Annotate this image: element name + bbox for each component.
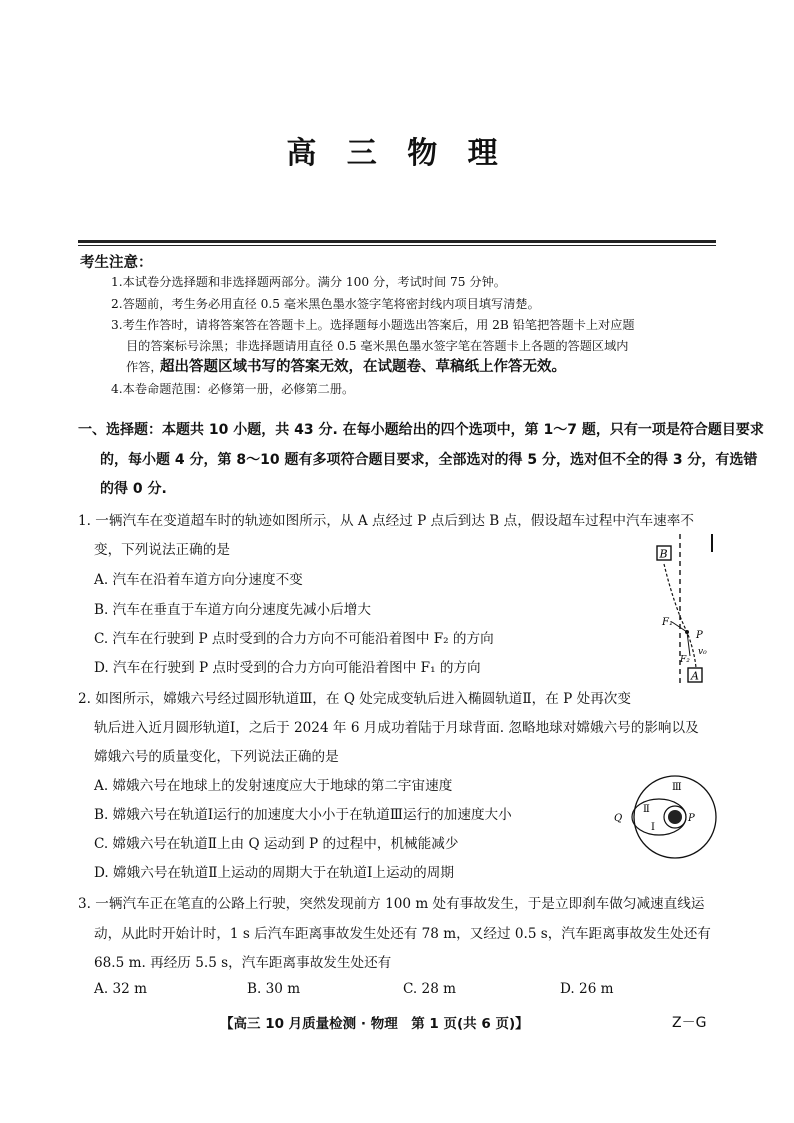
q2-option-b: B. 嫦娥六号在轨道Ⅰ运行的加速度大小小于在轨道Ⅲ运行的加速度大小 [94, 807, 512, 823]
velocity-v0-label: v₀ [698, 647, 707, 657]
notice-item-3-cont2: 作答， [126, 360, 163, 374]
section-intro-line-1: 一、选择题：本题共 10 小题，共 43 分. 在每小题给出的四个选项中，第 1～7 题，只有一项是符合题目要求 [78, 422, 764, 438]
orbit-i-label: Ⅰ [651, 822, 655, 833]
q3-option-a: A. 32 m [94, 981, 147, 997]
q3-option-c: C. 28 m [403, 981, 457, 997]
top-rule [78, 240, 716, 243]
q3-option-b: B. 30 m [247, 981, 301, 997]
q3-stem-line-3: 68.5 m. 再经历 5.5 s，汽车距离事故发生处还有 [94, 955, 392, 971]
notice-item-3-cont: 目的答案标号涂黑；非选择题请用直径 0.5 毫米黑色墨水签字笔在答题卡上各题的答题区域内 [126, 339, 629, 353]
orbit-ii-label: Ⅱ [643, 804, 650, 815]
q2-orbit-figure [608, 768, 718, 868]
notice-heading: 考生注意： [80, 255, 153, 271]
force-f2-label: F₂ [680, 655, 690, 665]
q2-option-a: A. 嫦娥六号在地球上的发射速度应大于地球的第二宇宙速度 [94, 778, 453, 794]
point-p-label: P [688, 813, 695, 824]
notice-item-1: 1.本试卷分选择题和非选择题两部分。满分 100 分，考试时间 75 分钟。 [111, 275, 506, 289]
notice-item-3-emphasis: 超出答题区域书写的答案无效，在试题卷、草稿纸上作答无效。 [160, 359, 566, 375]
point-q-label: Q [614, 813, 623, 824]
notice-item-2: 2.答题前，考生务必用直径 0.5 毫米黑色墨水签字笔将密封线内项目填写清楚。 [111, 297, 540, 311]
point-p-label: P [696, 630, 703, 641]
q1-option-a: A. 汽车在沿着车道方向分速度不变 [94, 572, 303, 588]
section-intro-line-3: 的得 0 分. [100, 481, 167, 497]
q2-option-c: C. 嫦娥六号在轨道Ⅱ上由 Q 运动到 P 的过程中，机械能减少 [94, 836, 459, 852]
q1-option-c: C. 汽车在行驶到 P 点时受到的合力方向不可能沿着图中 F₂ 的方向 [94, 631, 494, 647]
q2-stem-line-2: 轨后进入近月圆形轨道Ⅰ，之后于 2024 年 6 月成功着陆于月球背面. 忽略地球对嫦娥六号的影响以及 [94, 720, 699, 736]
notice-item-4: 4.本卷命题范围：必修第一册，必修第二册。 [111, 382, 355, 396]
paper-code: Z－G [672, 1015, 707, 1031]
q2-stem-line-3: 嫦娥六号的质量变化，下列说法正确的是 [94, 749, 339, 765]
moon [668, 810, 682, 824]
q3-stem-line-2: 动，从此时开始计时，1 s 后汽车距离事故发生处还有 78 m，又经过 0.5 s，汽车距离事故发生处还有 [94, 926, 711, 942]
q1-option-b: B. 汽车在垂直于车道方向分速度先减小后增大 [94, 602, 371, 618]
q2-option-d: D. 嫦娥六号在轨道Ⅱ上运动的周期大于在轨道Ⅰ上运动的周期 [94, 865, 454, 881]
q1-lane-change-figure [640, 534, 730, 692]
q2-stem-line-1: 2. 如图所示，嫦娥六号经过圆形轨道Ⅲ，在 Q 处完成变轨后进入椭圆轨道Ⅱ，在 P 处再次变 [78, 691, 631, 707]
point-b-label: B [659, 547, 668, 561]
notice-item-3: 3.考生作答时，请将答案答在答题卡上。选择题每小题选出答案后，用 2B 铅笔把答题卡上对应题 [111, 318, 635, 332]
q1-stem-line-2: 变，下列说法正确的是 [94, 542, 230, 558]
q3-option-d: D. 26 m [560, 981, 614, 997]
page-title: 高 三 物 理 [286, 136, 508, 171]
q1-stem-line-1: 1. 一辆汽车在变道超车时的轨迹如图所示，从 A 点经过 P 点后到达 B 点，假设超车过程中汽车速率不 [78, 513, 694, 529]
page-footer: 【高三 10 月质量检测 · 物理 第 1 页(共 6 页)】 [220, 1016, 529, 1032]
force-f1-label: F₁ [662, 617, 673, 628]
q1-option-d: D. 汽车在行驶到 P 点时受到的合力方向可能沿着图中 F₁ 的方向 [94, 660, 481, 676]
point-a-label: A [691, 669, 699, 683]
top-rule-thin [78, 245, 716, 246]
section-intro-line-2: 的，每小题 4 分，第 8～10 题有多项符合题目要求，全部选对的得 5 分，选对但不全的得 3 分，有选错 [100, 452, 758, 468]
q3-stem-line-1: 3. 一辆汽车正在笔直的公路上行驶，突然发现前方 100 m 处有事故发生，于是立即刹车做匀减速直线运 [78, 896, 705, 912]
orbit-iii-label: Ⅲ [672, 782, 682, 793]
